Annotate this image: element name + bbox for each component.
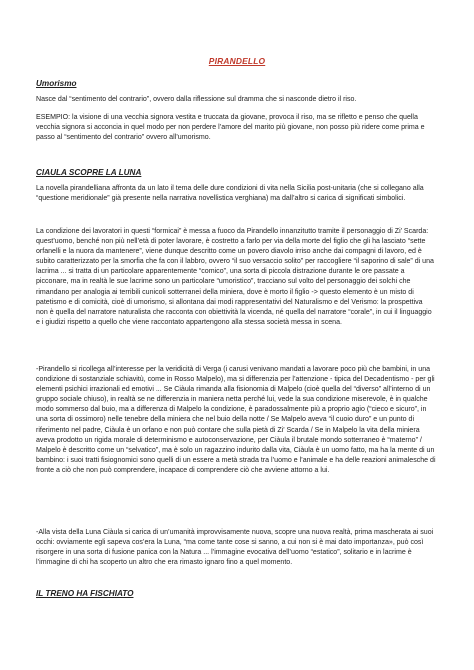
section-heading-umorismo: Umorismo: [36, 79, 77, 88]
paragraph: -Pirandello si ricollega all’interesse per la veridicità di Verga (i carusi venivano mandati a lavorare poco più che bambini, in una condizione di sostanziale schiavitù, come in Rosso Malpelo), ma si differenzia per l’attenzione - tipica del Decadentismo - per gli elementi psichici irrazionali ed emotivi ... Se Ciàula rimanda alla fisionomia di Malpelo (cioè quella del “diverso” all’interno di un gruppo sociale chiuso), in realtà se ne differenzia in maniera netta perché lui, vede la sua condizione miserevole, è in qualche modo sommerso dal buio, ma a differenza di Malpelo la condizione, è paradossalmente più a proprio agio (“cieco e sicuro”, in una sorta di ossimoro) nelle tenebre della miniera che nel buio della notte / Se Malpelo aveva “il cuoio duro” e un punto di riferimento nel padre, Ciàula è un orfano e non può contare che sulla pietà di Zi’ Scarda / Se in Malpelo la vita della miniera aveva prodotto un rigida morale di determinismo e autoconservazione, per Ciàula il brutale mondo sotterraneo è “materno” / Malpelo è descritto come un “selvatico”, ma è solo un ragazzino indurito dalla vita, Ciàula è un uomo fatto, ma ha la mente di un bambino: i suoi tratti fisiognomici sono quelli di un essere a metà strada tra l’uomo e l’animale e ha delle reazioni animalesche di fronte a ciò che non può comprendere, incapace di comprendere ciò che avviene attorno a lui.: [36, 366, 436, 474]
paragraph: Nasce dal “sentimento del contrario”, ovvero dalla riflessione sul dramma che si nasconde dietro il riso.: [36, 96, 357, 103]
paragraph: La novella pirandelliana affronta da un lato il tema delle dure condizioni di vita nella Sicilia post-unitaria (che si collegano alla “questione meridionale” già presente nella narrativa novellistica verghiana) ma dall’altro si carica di significati simbolici.: [36, 185, 424, 203]
section-heading-treno: IL TRENO HA FISCHIATO: [36, 589, 134, 598]
paragraph: La condizione dei lavoratori in questi “formicai” è messa a fuoco da Pirandello innanzitutto tramite il personaggio di Zi’ Scarda: quest’uomo, benché non più nell’età di poter lavorare, è costretto a farlo per via della morte del figlio che gli ha lasciato “sette orfanelli e la nuora da mantenere”, viene dunque descritto come un povero diavolo irriso anche dai compagni di lavoro, ed è subito caratterizzato per la smorfia che fa con il labbro, ovvero “il suo versaccio solito” per raccogliere “il saporino di sale” di una lacrima ... si tratta di un particolare apparentemente “comico”, una sorta di piccola distrazione durante le ore passate a picconare, ma in realtà le sue lacrime sono un particolare “umoristico”, tracciano sul volto del personaggio dei solchi che rimandano per analogia ai terribili cunicoli sotterranei della miniera, dove è morto il figlio -> questo elemento è un misto di patetismo e di comicità, cioè di umorismo, si allontana dai modi rappresentativi del Naturalismo e del Verismo: la prospettiva non è quella del narratore naturalista che racconta con obiettività la vicenda, né quella del narratore “corale”, in cui il linguaggio e i giudizi rispetto a quello che viene raccontato appartengono alla stessa società messa in scena.: [36, 228, 434, 326]
paragraph: -Alla vista della Luna Ciàula si carica di un’umanità improvvisamente nuova, scopre una nuova realtà, prima mascherata ai suoi occhi: ovviamente egli sapeva cos’era la Luna, “ma come tante cose si sanno, a cui non si è mai dato importanza», può così risorgere in una sorta di fusione panica con la Natura ... l’immagine evocativa dell’uomo “estatico”, solitario e in lacrime è l’immagine di chi ha scoperto un altro che era rimasto ignaro fino a quel momento.: [36, 529, 434, 567]
document-title: PIRANDELLO: [208, 56, 266, 66]
paragraph: ESEMPIO: la visione di una vecchia signora vestita e truccata da giovane, provoca il riso, ma se rifletto e penso che quella vecchia signora si acconcia in quel modo per non perdere l’amore del marito più giovane, non posso più ridere come prima e passo al “sentimento del contrario” ovvero all’umorismo.: [36, 114, 425, 142]
section-heading-ciaula: CIAULA SCOPRE LA LUNA: [36, 168, 142, 177]
